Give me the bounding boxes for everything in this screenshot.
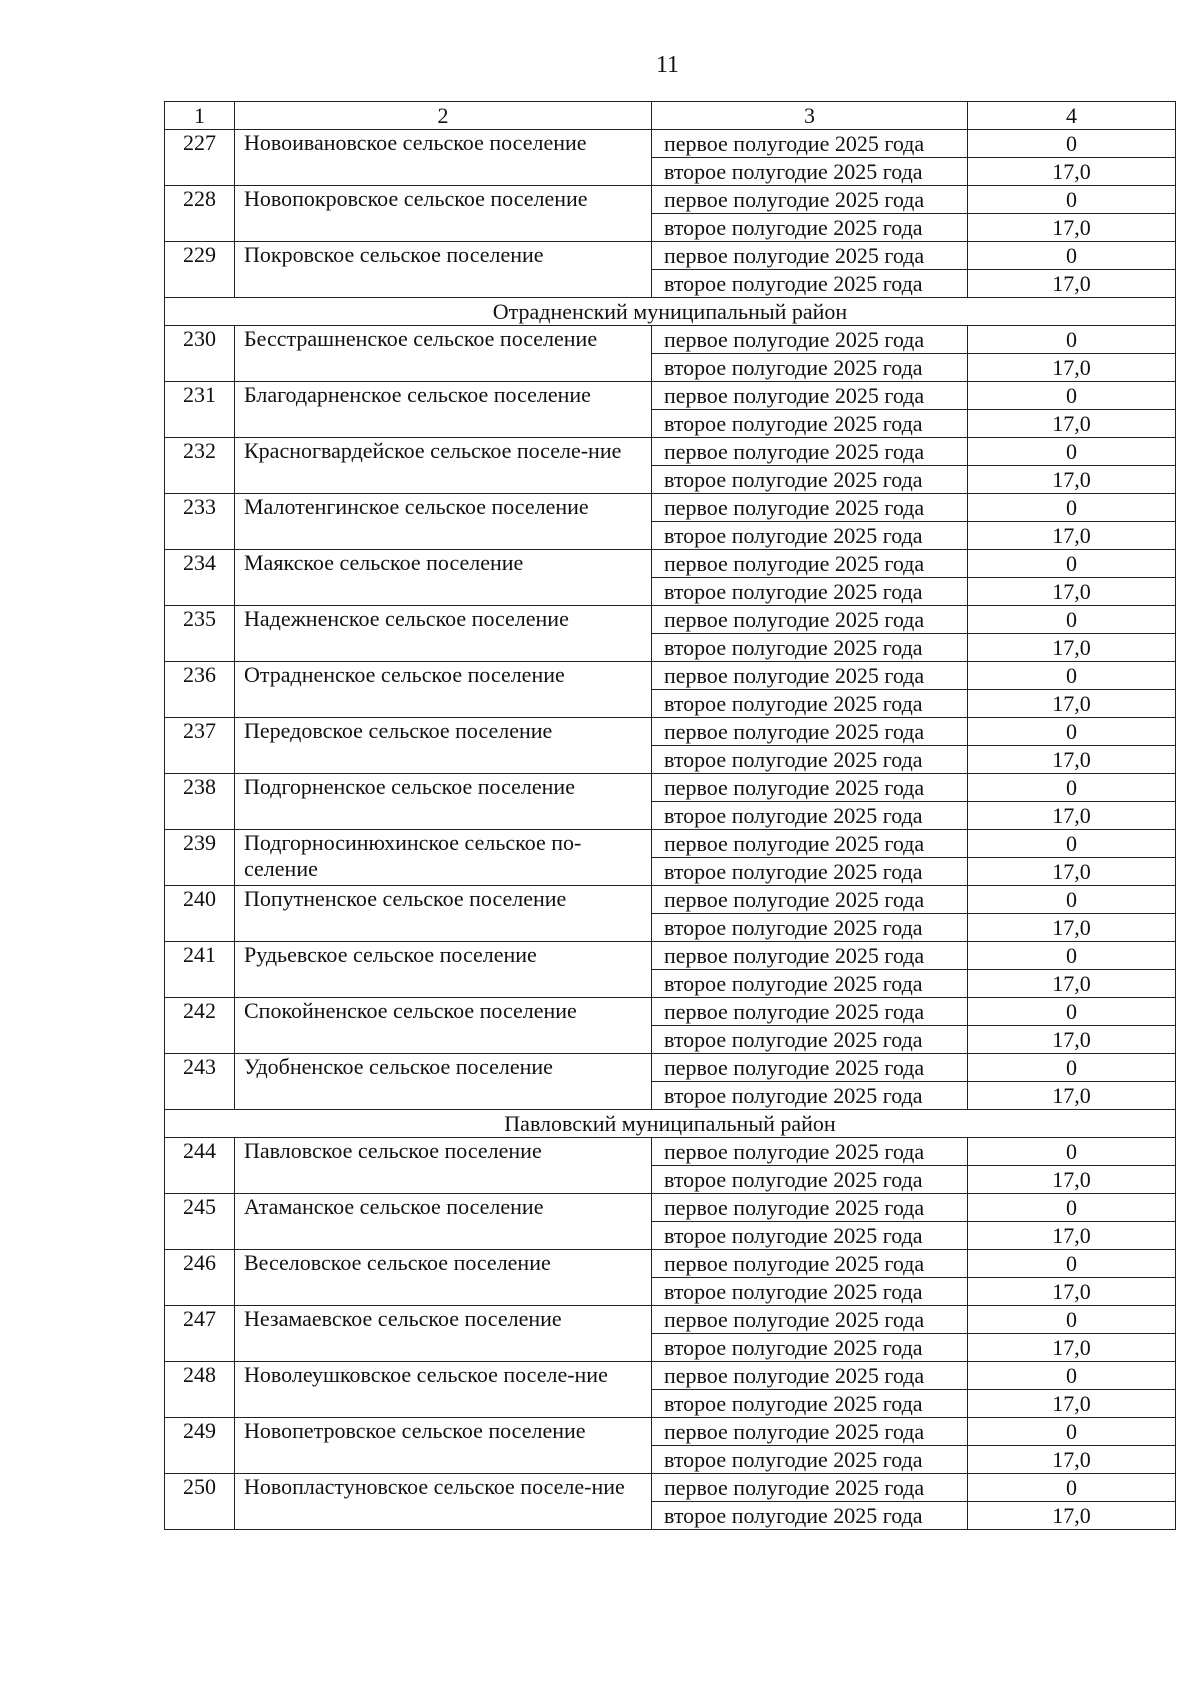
row-number: 233 bbox=[165, 494, 235, 550]
row-number: 246 bbox=[165, 1250, 235, 1306]
row-number: 231 bbox=[165, 382, 235, 438]
value-cell: 0 bbox=[968, 438, 1176, 466]
value-cell: 17,0 bbox=[968, 578, 1176, 606]
value-cell: 17,0 bbox=[968, 410, 1176, 438]
row-number: 245 bbox=[165, 1194, 235, 1250]
row-number: 249 bbox=[165, 1418, 235, 1474]
table-row bbox=[165, 774, 1176, 802]
value-cell: 0 bbox=[968, 1194, 1176, 1222]
value-cell: 17,0 bbox=[968, 270, 1176, 298]
allocation-table bbox=[164, 101, 1176, 1530]
value-cell: 17,0 bbox=[968, 214, 1176, 242]
period-label: первое полугодие 2025 года bbox=[652, 1306, 968, 1334]
value-cell: 0 bbox=[968, 774, 1176, 802]
period-label: второе полугодие 2025 года bbox=[652, 634, 968, 662]
settlement-name: Павловское сельское поселение bbox=[235, 1138, 652, 1194]
period-label: второе полугодие 2025 года bbox=[652, 1278, 968, 1306]
column-number-3: 3 bbox=[652, 102, 968, 130]
settlement-name: Надежненское сельское поселение bbox=[235, 606, 652, 662]
value-cell: 0 bbox=[968, 1054, 1176, 1082]
table-row bbox=[165, 242, 1176, 270]
value-cell: 0 bbox=[968, 1306, 1176, 1334]
value-cell: 0 bbox=[968, 886, 1176, 914]
period-label: второе полугодие 2025 года bbox=[652, 1390, 968, 1418]
settlement-name: Попутненское сельское поселение bbox=[235, 886, 652, 942]
value-cell: 17,0 bbox=[968, 1082, 1176, 1110]
period-label: второе полугодие 2025 года bbox=[652, 158, 968, 186]
district-header-row bbox=[165, 1110, 1176, 1138]
period-label: первое полугодие 2025 года bbox=[652, 326, 968, 354]
row-number: 242 bbox=[165, 998, 235, 1054]
settlement-name: Удобненское сельское поселение bbox=[235, 1054, 652, 1110]
value-cell: 0 bbox=[968, 326, 1176, 354]
row-number: 234 bbox=[165, 550, 235, 606]
period-label: первое полугодие 2025 года bbox=[652, 1250, 968, 1278]
value-cell: 0 bbox=[968, 130, 1176, 158]
value-cell: 0 bbox=[968, 550, 1176, 578]
table-row bbox=[165, 186, 1176, 214]
value-cell: 17,0 bbox=[968, 466, 1176, 494]
period-label: первое полугодие 2025 года bbox=[652, 382, 968, 410]
value-cell: 17,0 bbox=[968, 858, 1176, 886]
period-label: второе полугодие 2025 года bbox=[652, 970, 968, 998]
period-label: второе полугодие 2025 года bbox=[652, 1026, 968, 1054]
table-row bbox=[165, 606, 1176, 634]
table-row bbox=[165, 1474, 1176, 1502]
value-cell: 17,0 bbox=[968, 1446, 1176, 1474]
table-row bbox=[165, 1250, 1176, 1278]
table-row bbox=[165, 326, 1176, 354]
row-number: 250 bbox=[165, 1474, 235, 1530]
value-cell: 17,0 bbox=[968, 354, 1176, 382]
settlement-name: Маякское сельское поселение bbox=[235, 550, 652, 606]
row-number: 237 bbox=[165, 718, 235, 774]
table-row bbox=[165, 438, 1176, 466]
period-label: первое полугодие 2025 года bbox=[652, 550, 968, 578]
row-number: 240 bbox=[165, 886, 235, 942]
period-label: первое полугодие 2025 года bbox=[652, 998, 968, 1026]
table-row bbox=[165, 998, 1176, 1026]
column-number-1: 1 bbox=[165, 102, 235, 130]
table-row bbox=[165, 1138, 1176, 1166]
value-cell: 0 bbox=[968, 1418, 1176, 1446]
table-body bbox=[165, 102, 1176, 1530]
column-number-4: 4 bbox=[968, 102, 1176, 130]
table-row bbox=[165, 830, 1176, 858]
table-row bbox=[165, 1306, 1176, 1334]
settlement-name: Рудьевское сельское поселение bbox=[235, 942, 652, 998]
value-cell: 0 bbox=[968, 1474, 1176, 1502]
value-cell: 17,0 bbox=[968, 690, 1176, 718]
table-row bbox=[165, 1194, 1176, 1222]
row-number: 239 bbox=[165, 830, 235, 886]
table-row bbox=[165, 1418, 1176, 1446]
period-label: первое полугодие 2025 года bbox=[652, 830, 968, 858]
value-cell: 0 bbox=[968, 998, 1176, 1026]
value-cell: 17,0 bbox=[968, 1334, 1176, 1362]
column-number-row bbox=[165, 102, 1176, 130]
district-name: Павловский муниципальный район bbox=[165, 1110, 1176, 1138]
period-label: первое полугодие 2025 года bbox=[652, 1418, 968, 1446]
value-cell: 17,0 bbox=[968, 970, 1176, 998]
value-cell: 17,0 bbox=[968, 1502, 1176, 1530]
value-cell: 17,0 bbox=[968, 1222, 1176, 1250]
settlement-name: Атаманское сельское поселение bbox=[235, 1194, 652, 1250]
period-label: второе полугодие 2025 года bbox=[652, 1502, 968, 1530]
row-number: 232 bbox=[165, 438, 235, 494]
settlement-name: Красногвардейское сельское поселе-ние bbox=[235, 438, 652, 494]
value-cell: 0 bbox=[968, 1138, 1176, 1166]
period-label: первое полугодие 2025 года bbox=[652, 1054, 968, 1082]
period-label: первое полугодие 2025 года bbox=[652, 1194, 968, 1222]
settlement-name: Малотенгинское сельское поселение bbox=[235, 494, 652, 550]
row-number: 229 bbox=[165, 242, 235, 298]
value-cell: 17,0 bbox=[968, 1390, 1176, 1418]
table-row bbox=[165, 942, 1176, 970]
value-cell: 17,0 bbox=[968, 158, 1176, 186]
period-label: второе полугодие 2025 года bbox=[652, 914, 968, 942]
value-cell: 17,0 bbox=[968, 1166, 1176, 1194]
settlement-name: Новопетровское сельское поселение bbox=[235, 1418, 652, 1474]
period-label: второе полугодие 2025 года bbox=[652, 1222, 968, 1250]
period-label: второе полугодие 2025 года bbox=[652, 410, 968, 438]
period-label: второе полугодие 2025 года bbox=[652, 746, 968, 774]
row-number: 236 bbox=[165, 662, 235, 718]
settlement-name: Новопокровское сельское поселение bbox=[235, 186, 652, 242]
period-label: второе полугодие 2025 года bbox=[652, 270, 968, 298]
settlement-name: Новоивановское сельское поселение bbox=[235, 130, 652, 186]
settlement-name: Новопластуновское сельское поселе-ние bbox=[235, 1474, 652, 1530]
period-label: первое полугодие 2025 года bbox=[652, 130, 968, 158]
period-label: второе полугодие 2025 года bbox=[652, 1166, 968, 1194]
table-row bbox=[165, 1362, 1176, 1390]
table-row bbox=[165, 1054, 1176, 1082]
row-number: 238 bbox=[165, 774, 235, 830]
period-label: первое полугодие 2025 года bbox=[652, 718, 968, 746]
period-label: первое полугодие 2025 года bbox=[652, 242, 968, 270]
row-number: 248 bbox=[165, 1362, 235, 1418]
value-cell: 17,0 bbox=[968, 634, 1176, 662]
value-cell: 17,0 bbox=[968, 746, 1176, 774]
period-label: второе полугодие 2025 года bbox=[652, 690, 968, 718]
settlement-name: Подгорносинюхинское сельское по-селение bbox=[235, 830, 652, 886]
table-row bbox=[165, 130, 1176, 158]
period-label: второе полугодие 2025 года bbox=[652, 858, 968, 886]
value-cell: 0 bbox=[968, 718, 1176, 746]
settlement-name: Благодарненское сельское поселение bbox=[235, 382, 652, 438]
settlement-name: Незамаевское сельское поселение bbox=[235, 1306, 652, 1362]
period-label: первое полугодие 2025 года bbox=[652, 606, 968, 634]
period-label: первое полугодие 2025 года bbox=[652, 494, 968, 522]
period-label: второе полугодие 2025 года bbox=[652, 522, 968, 550]
district-name: Отрадненский муниципальный район bbox=[165, 298, 1176, 326]
column-number-2: 2 bbox=[235, 102, 652, 130]
period-label: второе полугодие 2025 года bbox=[652, 1446, 968, 1474]
value-cell: 17,0 bbox=[968, 1026, 1176, 1054]
period-label: первое полугодие 2025 года bbox=[652, 1362, 968, 1390]
value-cell: 0 bbox=[968, 242, 1176, 270]
row-number: 228 bbox=[165, 186, 235, 242]
row-number: 244 bbox=[165, 1138, 235, 1194]
settlement-name: Спокойненское сельское поселение bbox=[235, 998, 652, 1054]
value-cell: 0 bbox=[968, 1362, 1176, 1390]
period-label: первое полугодие 2025 года bbox=[652, 186, 968, 214]
value-cell: 0 bbox=[968, 606, 1176, 634]
district-header-row bbox=[165, 298, 1176, 326]
settlement-name: Передовское сельское поселение bbox=[235, 718, 652, 774]
table-row bbox=[165, 718, 1176, 746]
row-number: 227 bbox=[165, 130, 235, 186]
settlement-name: Бесстрашненское сельское поселение bbox=[235, 326, 652, 382]
row-number: 241 bbox=[165, 942, 235, 998]
period-label: первое полугодие 2025 года bbox=[652, 886, 968, 914]
period-label: первое полугодие 2025 года bbox=[652, 1474, 968, 1502]
value-cell: 0 bbox=[968, 942, 1176, 970]
value-cell: 0 bbox=[968, 830, 1176, 858]
value-cell: 0 bbox=[968, 1250, 1176, 1278]
period-label: второе полугодие 2025 года bbox=[652, 1334, 968, 1362]
settlement-name: Веселовское сельское поселение bbox=[235, 1250, 652, 1306]
period-label: второе полугодие 2025 года bbox=[652, 466, 968, 494]
settlement-name: Отрадненское сельское поселение bbox=[235, 662, 652, 718]
period-label: первое полугодие 2025 года bbox=[652, 1138, 968, 1166]
table-row bbox=[165, 550, 1176, 578]
row-number: 235 bbox=[165, 606, 235, 662]
page-number: 11 bbox=[655, 52, 680, 78]
value-cell: 17,0 bbox=[968, 802, 1176, 830]
period-label: первое полугодие 2025 года bbox=[652, 662, 968, 690]
period-label: второе полугодие 2025 года bbox=[652, 578, 968, 606]
settlement-name: Подгорненское сельское поселение bbox=[235, 774, 652, 830]
value-cell: 0 bbox=[968, 494, 1176, 522]
row-number: 230 bbox=[165, 326, 235, 382]
table-row bbox=[165, 494, 1176, 522]
row-number: 247 bbox=[165, 1306, 235, 1362]
period-label: второе полугодие 2025 года bbox=[652, 354, 968, 382]
table-row bbox=[165, 662, 1176, 690]
period-label: второе полугодие 2025 года bbox=[652, 1082, 968, 1110]
period-label: первое полугодие 2025 года bbox=[652, 438, 968, 466]
settlement-name: Покровское сельское поселение bbox=[235, 242, 652, 298]
period-label: первое полугодие 2025 года bbox=[652, 942, 968, 970]
table-row bbox=[165, 382, 1176, 410]
value-cell: 17,0 bbox=[968, 522, 1176, 550]
value-cell: 17,0 bbox=[968, 914, 1176, 942]
period-label: второе полугодие 2025 года bbox=[652, 802, 968, 830]
period-label: первое полугодие 2025 года bbox=[652, 774, 968, 802]
value-cell: 0 bbox=[968, 382, 1176, 410]
value-cell: 17,0 bbox=[968, 1278, 1176, 1306]
settlement-name: Новолеушковское сельское поселе-ние bbox=[235, 1362, 652, 1418]
table-row bbox=[165, 886, 1176, 914]
period-label: второе полугодие 2025 года bbox=[652, 214, 968, 242]
value-cell: 0 bbox=[968, 662, 1176, 690]
value-cell: 0 bbox=[968, 186, 1176, 214]
row-number: 243 bbox=[165, 1054, 235, 1110]
